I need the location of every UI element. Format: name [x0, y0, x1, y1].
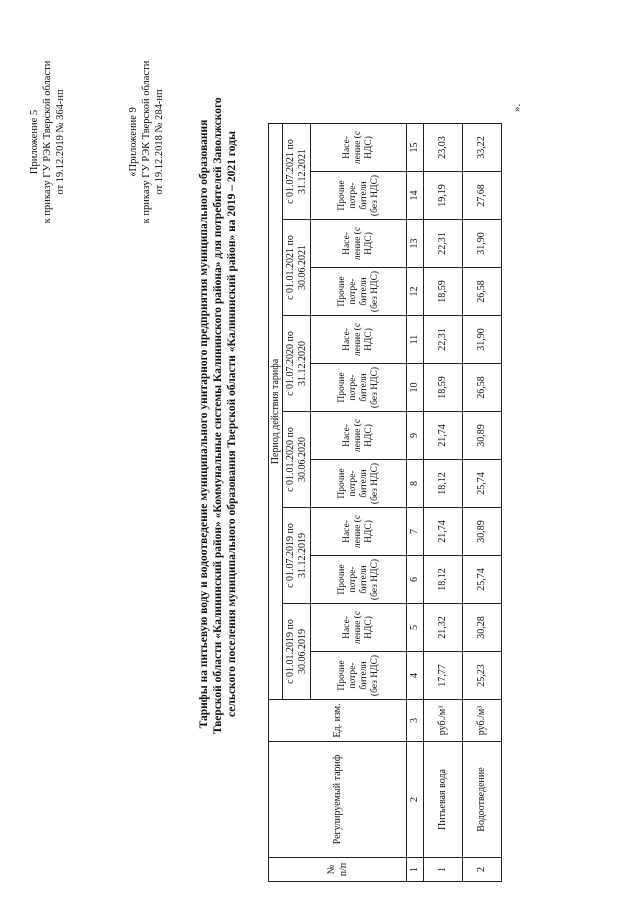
tariff-value: 21,32 — [424, 604, 463, 652]
tariff-value: 30,89 — [463, 412, 502, 460]
subheader-other-consumers: Прочие потре-бители (без НДС) — [311, 364, 407, 412]
tariff-value: 22,31 — [424, 220, 463, 268]
appendix-9-line: к приказу ГУ РЭК Тверской области — [141, 60, 152, 224]
tariff-value: 18,59 — [424, 268, 463, 316]
subheader-other-consumers: Прочие потре-бители (без НДС) — [311, 556, 407, 604]
column-number: 6 — [407, 556, 424, 604]
column-number: 13 — [407, 220, 424, 268]
tariff-table — [268, 123, 502, 882]
tariff-value: 17,77 — [424, 652, 463, 700]
subheader-population: Насе-ление (с НДС) — [311, 412, 407, 460]
title-line: Тверской области «Калининский район» «Коммунальные системы Калининского района» для потребителей Заволжского — [212, 97, 224, 734]
period-header: с 01.07.2021 по 31.12.2021 — [283, 124, 311, 220]
subheader-population: Насе-ление (с НДС) — [311, 124, 407, 172]
column-number-row — [407, 124, 424, 882]
column-number: 15 — [407, 124, 424, 172]
tariff-value: 33,22 — [463, 124, 502, 172]
tariff-value: 22,31 — [424, 316, 463, 364]
appendix-9-line: «Приложение 9 — [128, 107, 139, 177]
column-number: 4 — [407, 652, 424, 700]
subheader-other-consumers: Прочие потре-бители (без НДС) — [311, 172, 407, 220]
tariff-value: 26,58 — [463, 268, 502, 316]
tariff-value: 25,74 — [463, 460, 502, 508]
tariff-value: 31,90 — [463, 316, 502, 364]
column-number: 11 — [407, 316, 424, 364]
period-header: с 01.01.2020 по 30.06.2020 — [283, 412, 311, 508]
column-number: 3 — [407, 700, 424, 742]
tariff-value: 25,74 — [463, 556, 502, 604]
tariff-value: 23,03 — [424, 124, 463, 172]
column-number: 5 — [407, 604, 424, 652]
tariff-value: 18,12 — [424, 460, 463, 508]
row-number: 1 — [424, 858, 463, 882]
subheader-other-consumers: Прочие потре-бители (без НДС) — [311, 460, 407, 508]
tariff-value: 21,74 — [424, 508, 463, 556]
appendix-5-line: Приложение 5 — [29, 109, 40, 175]
row-unit: руб./м³ — [424, 700, 463, 742]
header-period: Период действия тарифа — [269, 124, 283, 700]
tariff-value: 25,23 — [463, 652, 502, 700]
column-number: 7 — [407, 508, 424, 556]
appendix-9-header — [127, 12, 166, 272]
tariff-value: 18,59 — [424, 364, 463, 412]
tariff-value: 18,12 — [424, 556, 463, 604]
header-tariff: Регулируемый тариф — [269, 742, 407, 858]
tariff-value: 30,89 — [463, 508, 502, 556]
subheader-other-consumers: Прочие потре-бители (без НДС) — [311, 652, 407, 700]
header-unit: Ед. изм. — [269, 700, 407, 742]
period-header: с 01.07.2019 по 31.12.2019 — [283, 508, 311, 604]
appendix-9-line: от 19.12.2018 № 284-нп — [154, 89, 165, 195]
column-number: 8 — [407, 460, 424, 508]
subheader-population: Насе-ление (с НДС) — [311, 508, 407, 556]
column-number: 14 — [407, 172, 424, 220]
appendix-5-line: к приказу ГУ РЭК Тверской области — [42, 60, 53, 224]
tariff-value: 30,28 — [463, 604, 502, 652]
subheader-population: Насе-ление (с НДС) — [311, 220, 407, 268]
column-number: 1 — [407, 858, 424, 882]
tariff-value: 21,74 — [424, 412, 463, 460]
period-header: с 01.01.2019 по 30.06.2019 — [283, 604, 311, 700]
document-title — [197, 97, 239, 734]
subheader-population: Насе-ление (с НДС) — [311, 316, 407, 364]
column-number: 10 — [407, 364, 424, 412]
appendix-5-line: от 19.12.2019 № 364-нп — [55, 89, 66, 195]
row-tariff-name: Питьевая вода — [424, 742, 463, 858]
subheader-other-consumers: Прочие потре-бители (без НДС) — [311, 268, 407, 316]
tariff-value: 31,90 — [463, 220, 502, 268]
title-line: сельского поселения муниципального образования Тверской области «Калининский район» на 2019 – 2021 годы — [226, 131, 238, 717]
column-number: 9 — [407, 412, 424, 460]
tariff-value: 19,19 — [424, 172, 463, 220]
column-number: 2 — [407, 742, 424, 858]
row-tariff-name: Водоотведение — [463, 742, 502, 858]
row-number: 2 — [463, 858, 502, 882]
period-header: с 01.07.2020 по 31.12.2020 — [283, 316, 311, 412]
title-line: Тарифы на питьевую воду и водоотведение муниципального унитарного предприятия муниципального образования — [198, 119, 210, 729]
column-number: 12 — [407, 268, 424, 316]
tariff-value: 27,68 — [463, 172, 502, 220]
header-number: № п/п — [269, 858, 407, 882]
row-unit: руб./м³ — [463, 700, 502, 742]
subheader-population: Насе-ление (с НДС) — [311, 604, 407, 652]
appendix-5-header — [28, 12, 67, 272]
closing-quote: ». — [511, 103, 523, 112]
table-row — [463, 124, 502, 882]
period-header: с 01.01.2021 по 30.06.2021 — [283, 220, 311, 316]
table-row — [424, 124, 463, 882]
tariff-value: 26,58 — [463, 364, 502, 412]
